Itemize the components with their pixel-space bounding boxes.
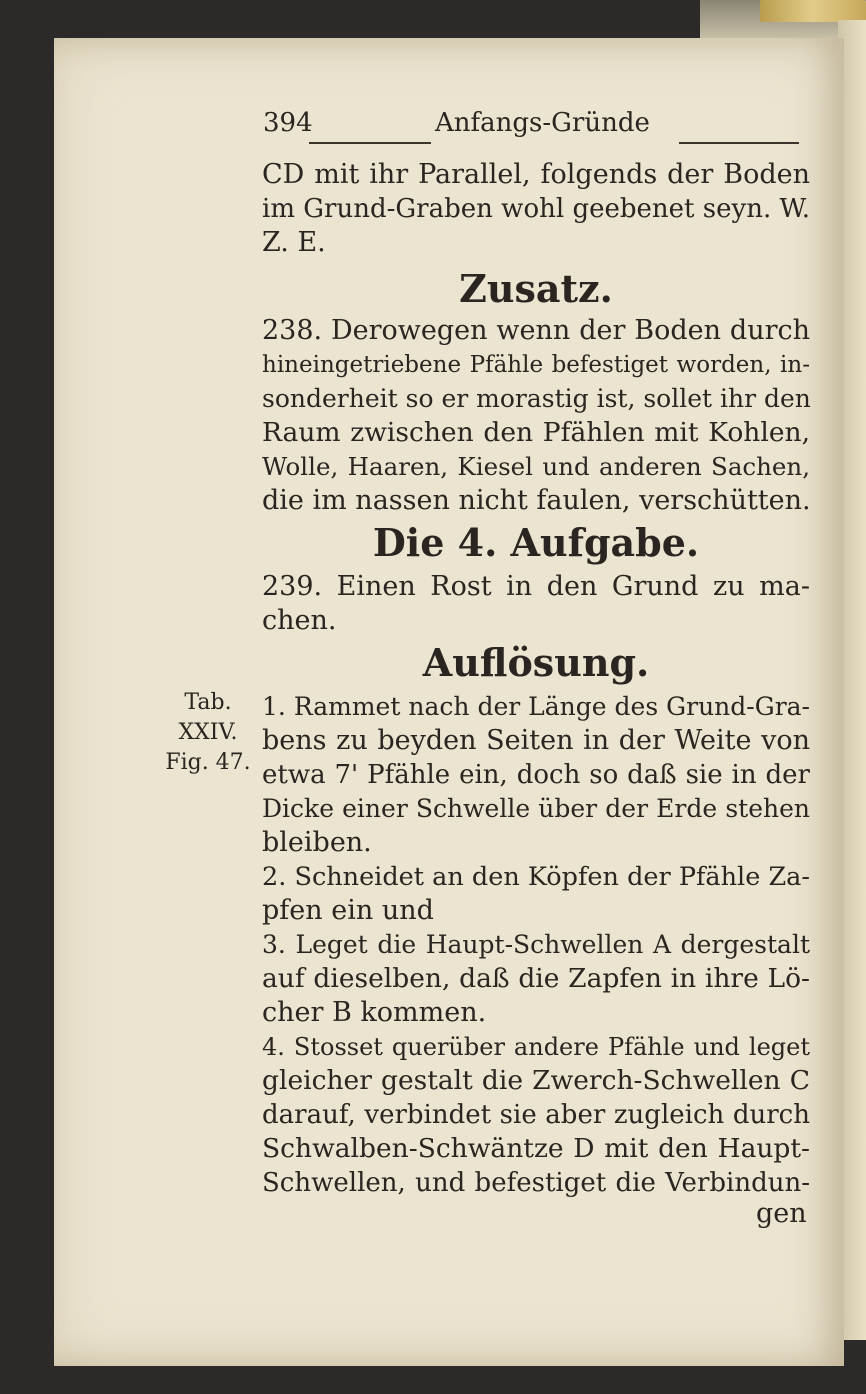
text-line: 3. Leget die Haupt-Schwellen A dergestalt [262, 930, 810, 959]
text-line: 4. Stosset querüber andere Pfähle und leget [262, 1033, 810, 1061]
text-line: Z. E. [262, 227, 326, 258]
text-line: etwa 7' Pfähle ein, doch so daß sie in der [262, 760, 810, 790]
heading-aufgabe: Die 4. Aufgabe. [372, 520, 700, 565]
text-line: bens zu beyden Seiten in der Weite von [262, 725, 810, 756]
text-line: hineingetriebene Pfähle befestiget worden, in- [262, 352, 810, 378]
text-line: Schwellen, und befestiget die Verbindun- [262, 1168, 810, 1198]
text-line: 238. Derowegen wenn der Boden durch [262, 315, 810, 346]
heading-zusatz: Zusatz. [459, 266, 613, 311]
margin-figure: Fig. 47. [165, 750, 251, 775]
text-line: auf dieselben, daß die Zapfen in ihre Lö- [262, 963, 810, 994]
text-line: CD mit ihr Parallel, folgends der Boden [262, 159, 810, 190]
header-rule-left [309, 142, 431, 144]
text-line: 239. Einen Rost in den Grund zu ma- [262, 571, 810, 602]
text-line: gleicher gestalt die Zwerch-Schwellen C [262, 1065, 810, 1096]
catchword: gen [756, 1198, 807, 1229]
text-line: Schwalben-Schwäntze D mit den Haupt- [262, 1133, 810, 1164]
bookmark-ribbon [760, 0, 866, 22]
text-line: im Grund-Graben wohl geebenet seyn. W. [262, 194, 810, 224]
text-line: Dicke einer Schwelle über der Erde stehen [262, 794, 810, 823]
text-line: 2. Schneidet an den Köpfen der Pfähle Za- [262, 862, 810, 892]
margin-tab-number: XXIV. [178, 720, 238, 745]
text-line: chen. [262, 605, 337, 636]
text-line: die im nassen nicht faulen, verschütten. [262, 485, 811, 516]
text-line: 1. Rammet nach der Länge des Grund-Gra- [262, 692, 810, 721]
margin-note [158, 688, 258, 778]
text-line: pfen ein und [262, 895, 434, 926]
running-title: Anfangs-Gründe [435, 108, 650, 138]
header-rule-right [679, 142, 799, 144]
margin-tab: Tab. [184, 690, 232, 715]
text-line: Wolle, Haaren, Kiesel und anderen Sachen, [262, 452, 810, 481]
text-line: bleiben. [262, 827, 372, 858]
text-line: sonderheit so er morastig ist, sollet ihr den [262, 384, 811, 413]
page-number: 394 [263, 108, 313, 138]
text-line: cher B kommen. [262, 997, 487, 1028]
text-line: Raum zwischen den Pfählen mit Kohlen, [262, 417, 810, 448]
page-header [263, 108, 808, 148]
heading-aufloesung: Auflösung. [422, 640, 650, 685]
text-line: darauf, verbindet sie aber zugleich durch [262, 1100, 810, 1130]
